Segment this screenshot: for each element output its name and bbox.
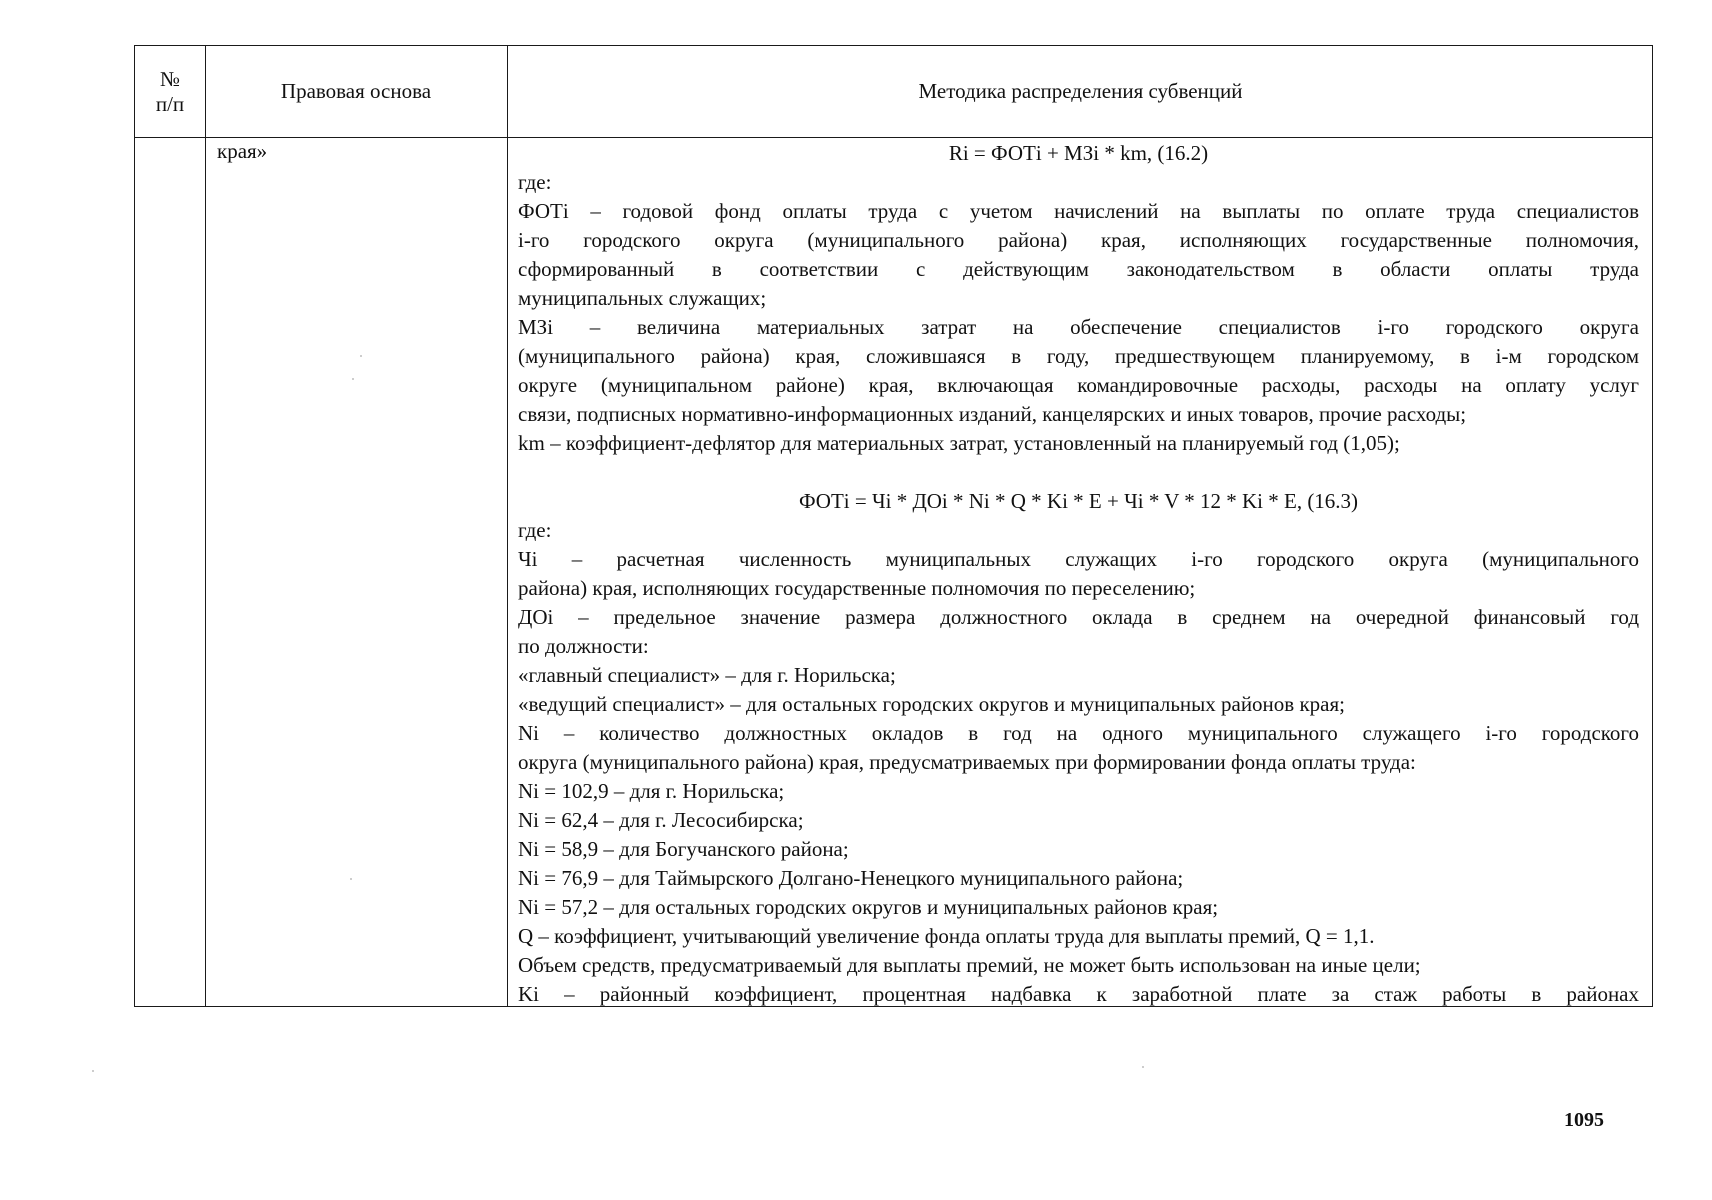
where-label-2: где: <box>518 518 552 542</box>
ni-value-item: Ni = 76,9 – для Таймырского Долгано-Ненецкого муниципального района; <box>518 866 1184 890</box>
scan-speck <box>1142 1066 1144 1068</box>
foti-definition-line: сформированный в соответствии с действующим законодательством в области оплаты труда <box>518 257 1639 281</box>
foti-definition-line: муниципальных служащих; <box>518 286 767 310</box>
mzi-definition-line: округе (муниципальном районе) края, включающая командировочные расходы, расходы на оплату услуг <box>518 373 1639 397</box>
scan-speck <box>352 378 354 380</box>
doi-list-item: «ведущий специалист» – для остальных городских округов и муниципальных районов края; <box>518 692 1345 716</box>
subvention-methodology-table <box>134 45 1653 1007</box>
column-divider-number <box>205 46 206 1006</box>
header-cell-methodology <box>507 46 1654 137</box>
chi-definition-line: района) края, исполняющих государственные полномочия по переселению; <box>518 576 1196 600</box>
ni-value-item: Ni = 57,2 – для остальных городских округов и муниципальных районов края; <box>518 895 1219 919</box>
doi-list-item: «главный специалист» – для г. Норильска; <box>518 663 896 687</box>
methodology-cell <box>518 139 1639 1009</box>
header-number-label: № п/п <box>155 66 185 116</box>
foti-definition-line: i-го городского округа (муниципального района) края, исполняющих государственные полномочия, <box>518 228 1639 252</box>
scan-speck <box>92 1070 94 1072</box>
ni-value-item: Ni = 102,9 – для г. Норильска; <box>518 779 785 803</box>
doi-definition-line: ДОi – предельное значение размера должностного оклада в среднем на очередной финансовый год <box>518 605 1639 629</box>
km-definition: km – коэффициент-дефлятор для материальных затрат, установленный на планируемый год (1,05); <box>518 431 1400 455</box>
ni-value-item: Ni = 62,4 – для г. Лесосибирска; <box>518 808 804 832</box>
where-label-1: где: <box>518 170 552 194</box>
mzi-definition-line: (муниципального района) края, сложившаяся в году, предшествующем планируемому, в i-м городском <box>518 344 1639 368</box>
scan-speck <box>350 878 352 880</box>
header-divider <box>135 137 1652 138</box>
mzi-definition-line: МЗi – величина материальных затрат на обеспечение специалистов i-го городского округа <box>518 315 1639 339</box>
ki-definition: Ki – районный коэффициент, процентная надбавка к заработной плате за стаж работы в районах <box>518 982 1639 1006</box>
header-cell-number <box>135 46 205 137</box>
ni-definition-line: округа (муниципального района) края, предусматриваемых при формировании фонда оплаты труда: <box>518 750 1416 774</box>
formula-16-3: ФОТi = Чi * ДОi * Ni * Q * Ki * E + Чi * V * 12 * Ki * E, (16.3) <box>798 489 1359 513</box>
header-cell-legal-basis <box>205 46 507 137</box>
legal-basis-text: края» <box>217 139 268 163</box>
chi-definition-line: Чi – расчетная численность муниципальных служащих i-го городского округа (муниципального <box>518 547 1639 571</box>
column-divider-legal-basis <box>507 46 508 1006</box>
header-legal-basis-label: Правовая основа <box>280 79 432 103</box>
legal-basis-cell <box>217 139 267 164</box>
ni-value-item: Ni = 58,9 – для Богучанского района; <box>518 837 849 861</box>
scan-speck <box>360 355 362 357</box>
header-methodology-label: Методика распределения субвенций <box>918 79 1243 103</box>
blank-line <box>518 458 1639 487</box>
foti-definition-line: ФОТi – годовой фонд оплаты труда с учетом начислений на выплаты по оплате труда специалистов <box>518 199 1639 223</box>
q-definition: Q – коэффициент, учитывающий увеличение фонда оплаты труда для выплаты премий, Q = 1,1. <box>518 924 1375 948</box>
ni-definition-line: Ni – количество должностных окладов в год на одного муниципального служащего i-го городского <box>518 721 1639 745</box>
mzi-definition-line: связи, подписных нормативно-информационных изданий, канцелярских и иных товаров, прочие расходы; <box>518 402 1467 426</box>
formula-16-2: Ri = ФОТi + МЗi * km, (16.2) <box>948 141 1209 165</box>
page-number: 1095 <box>1564 1109 1604 1131</box>
bonus-note: Объем средств, предусматриваемый для выплаты премий, не может быть использован на иные цели; <box>518 953 1421 977</box>
doi-definition-line: по должности: <box>518 634 649 658</box>
